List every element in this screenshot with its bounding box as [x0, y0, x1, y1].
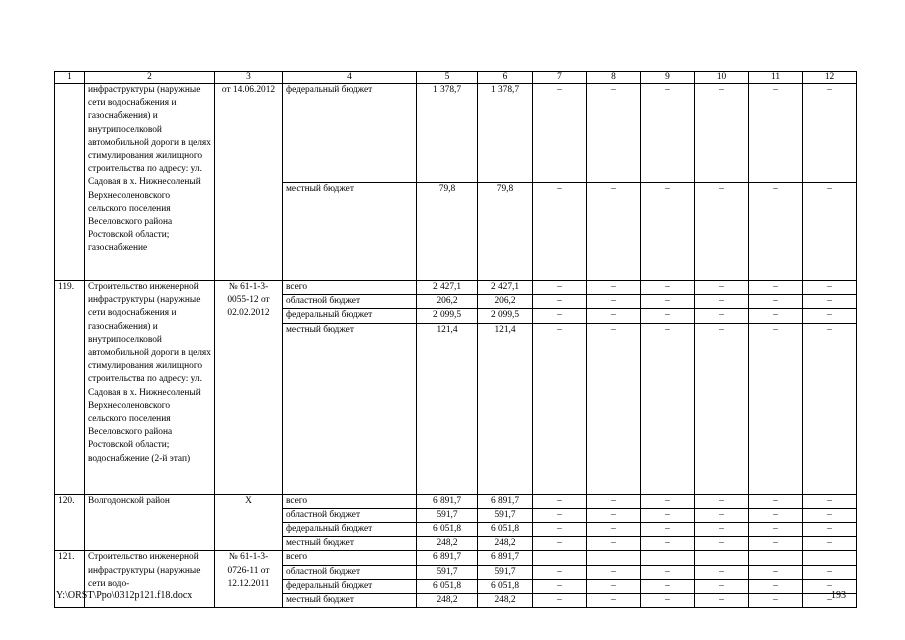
dash-cell: –	[803, 309, 857, 323]
funding-source: областной бюджет	[283, 295, 417, 309]
dash-cell: –	[641, 537, 695, 551]
dash-cell: –	[695, 281, 749, 295]
header-cell: 11	[749, 72, 803, 84]
dash-cell: –	[641, 84, 695, 183]
dash-cell: –	[749, 523, 803, 537]
empty-cell	[695, 551, 749, 565]
value-col6: 1 378,7	[478, 84, 533, 183]
row-number	[55, 84, 85, 281]
header-cell: 9	[641, 72, 695, 84]
funding-source: местный бюджет	[283, 182, 417, 281]
value-col6: 248,2	[478, 594, 533, 608]
dash-cell: –	[641, 281, 695, 295]
funding-source: всего	[283, 551, 417, 565]
dash-cell: –	[695, 84, 749, 183]
dash-cell: –	[803, 565, 857, 579]
dash-cell: –	[533, 565, 587, 579]
header-cell: 8	[587, 72, 641, 84]
funding-source: федеральный бюджет	[283, 309, 417, 323]
value-col5: 2 099,5	[417, 309, 478, 323]
dash-cell: –	[803, 537, 857, 551]
header-cell: 1	[55, 72, 85, 84]
dash-cell: –	[641, 579, 695, 593]
dash-cell: –	[587, 182, 641, 281]
dash-cell: –	[803, 84, 857, 183]
dash-cell: –	[695, 579, 749, 593]
header-cell: 3	[215, 72, 283, 84]
dash-cell: –	[803, 323, 857, 494]
row-number: 119.	[55, 281, 85, 495]
document-ref: Х	[215, 494, 283, 551]
dash-cell: –	[803, 523, 857, 537]
dash-cell: –	[695, 594, 749, 608]
dash-cell: –	[533, 281, 587, 295]
header-cell: 4	[283, 72, 417, 84]
dash-cell: –	[641, 594, 695, 608]
table-row	[55, 494, 857, 508]
dash-cell: –	[803, 508, 857, 522]
dash-cell: –	[749, 182, 803, 281]
value-col6: 591,7	[478, 565, 533, 579]
document-ref: № 61-1-3-0726-11 от 12.12.2011	[215, 551, 283, 608]
dash-cell: –	[749, 594, 803, 608]
value-col6: 6 891,7	[478, 551, 533, 565]
dash-cell: –	[533, 494, 587, 508]
dash-cell: –	[695, 523, 749, 537]
dash-cell: –	[749, 323, 803, 494]
dash-cell: –	[641, 508, 695, 522]
empty-cell	[749, 551, 803, 565]
row-number: 121.	[55, 551, 85, 608]
dash-cell: –	[641, 494, 695, 508]
value-col5: 6 051,8	[417, 579, 478, 593]
object-name: Строительство инженерной инфраструктуры (наружные сети водо-	[85, 551, 215, 608]
table-row	[55, 84, 857, 183]
dash-cell: –	[695, 323, 749, 494]
value-col5: 79,8	[417, 182, 478, 281]
funding-source: всего	[283, 281, 417, 295]
document-ref: от 14.06.2012	[215, 84, 283, 281]
funding-source: областной бюджет	[283, 508, 417, 522]
value-col6: 2 427,1	[478, 281, 533, 295]
header-cell: 10	[695, 72, 749, 84]
object-name: Строительство инженерной инфраструктуры (наружные сети водоснабжения и газоснабжения) и внутрипоселковой автомобильной дороги в целях стимулирования жилищного строительства по адресу: ул. Садовая в х. Нижнесоленый Верхнесоленовского сельского поселения Веселовского района Ростовской области; водоснабжение (2-й этап)	[85, 281, 215, 495]
dash-cell: –	[695, 309, 749, 323]
dash-cell: –	[641, 182, 695, 281]
empty-cell	[641, 551, 695, 565]
funding-source: областной бюджет	[283, 565, 417, 579]
dash-cell: –	[749, 494, 803, 508]
dash-cell: –	[695, 565, 749, 579]
dash-cell: –	[695, 537, 749, 551]
dash-cell: –	[533, 295, 587, 309]
dash-cell: –	[533, 323, 587, 494]
header-cell: 6	[478, 72, 533, 84]
dash-cell: –	[587, 523, 641, 537]
value-col5: 6 891,7	[417, 551, 478, 565]
dash-cell: –	[749, 579, 803, 593]
value-col6: 248,2	[478, 537, 533, 551]
dash-cell: –	[749, 295, 803, 309]
dash-cell: –	[749, 84, 803, 183]
dash-cell: –	[641, 565, 695, 579]
header-cell: 5	[417, 72, 478, 84]
header-cell: 7	[533, 72, 587, 84]
dash-cell: –	[803, 494, 857, 508]
document-table	[54, 71, 857, 608]
funding-source: федеральный бюджет	[283, 523, 417, 537]
dash-cell: –	[533, 309, 587, 323]
value-col6: 6 051,8	[478, 579, 533, 593]
dash-cell: –	[533, 84, 587, 183]
funding-source: местный бюджет	[283, 537, 417, 551]
document-ref: № 61-1-3-0055-12 от 02.02.2012	[215, 281, 283, 495]
value-col6: 591,7	[478, 508, 533, 522]
empty-cell	[803, 551, 857, 565]
funding-source: федеральный бюджет	[283, 84, 417, 183]
funding-source: всего	[283, 494, 417, 508]
dash-cell: –	[587, 309, 641, 323]
dash-cell: –	[587, 323, 641, 494]
funding-source: местный бюджет	[283, 323, 417, 494]
dash-cell: –	[587, 594, 641, 608]
value-col6: 6 051,8	[478, 523, 533, 537]
dash-cell: –	[695, 494, 749, 508]
dash-cell: –	[533, 579, 587, 593]
object-name: Волгодонской район	[85, 494, 215, 551]
funding-source: местный бюджет	[283, 594, 417, 608]
table-row	[55, 281, 857, 295]
value-col5: 6 891,7	[417, 494, 478, 508]
value-col5: 248,2	[417, 594, 478, 608]
dash-cell: –	[587, 537, 641, 551]
value-col5: 591,7	[417, 565, 478, 579]
dash-cell: –	[749, 508, 803, 522]
dash-cell: –	[641, 295, 695, 309]
value-col6: 79,8	[478, 182, 533, 281]
dash-cell: –	[587, 494, 641, 508]
dash-cell: –	[695, 508, 749, 522]
value-col5: 121,4	[417, 323, 478, 494]
dash-cell: –	[803, 579, 857, 593]
value-col6: 121,4	[478, 323, 533, 494]
header-cell: 12	[803, 72, 857, 84]
table-row	[55, 551, 857, 565]
dash-cell: –	[695, 295, 749, 309]
value-col5: 591,7	[417, 508, 478, 522]
dash-cell: –	[587, 84, 641, 183]
dash-cell: –	[803, 594, 857, 608]
row-number: 120.	[55, 494, 85, 551]
dash-cell: –	[533, 508, 587, 522]
dash-cell: –	[587, 508, 641, 522]
value-col5: 2 427,1	[417, 281, 478, 295]
dash-cell: –	[533, 523, 587, 537]
empty-cell	[587, 551, 641, 565]
dash-cell: –	[587, 281, 641, 295]
dash-cell: –	[749, 565, 803, 579]
funding-source: федеральный бюджет	[283, 579, 417, 593]
file-path: Y:\ORST\Ppo\0312p121.f18.docx	[56, 590, 193, 601]
header-cell: 2	[85, 72, 215, 84]
value-col5: 1 378,7	[417, 84, 478, 183]
value-col6: 206,2	[478, 295, 533, 309]
value-col5: 6 051,8	[417, 523, 478, 537]
dash-cell: –	[533, 537, 587, 551]
dash-cell: –	[533, 182, 587, 281]
dash-cell: –	[641, 523, 695, 537]
dash-cell: –	[587, 579, 641, 593]
dash-cell: –	[749, 309, 803, 323]
dash-cell: –	[749, 281, 803, 295]
dash-cell: –	[749, 537, 803, 551]
dash-cell: –	[587, 565, 641, 579]
object-name: инфраструктуры (наружные сети водоснабжения и газоснабжения) и внутрипоселковой автомобильной дороги в целях стимулирования жилищного строительства по адресу: ул. Садовая в х. Нижнесоленый Верхнесоленовского сельского поселения Веселовского района Ростовской области; газоснабжение	[85, 84, 215, 281]
dash-cell: –	[803, 182, 857, 281]
dash-cell: –	[695, 182, 749, 281]
dash-cell: –	[803, 281, 857, 295]
dash-cell: –	[533, 594, 587, 608]
value-col6: 6 891,7	[478, 494, 533, 508]
column-number-row	[55, 72, 857, 84]
dash-cell: –	[803, 295, 857, 309]
dash-cell: –	[641, 323, 695, 494]
dash-cell: –	[587, 295, 641, 309]
value-col5: 248,2	[417, 537, 478, 551]
dash-cell: –	[641, 309, 695, 323]
page-number: 193	[831, 590, 846, 601]
empty-cell	[533, 551, 587, 565]
value-col6: 2 099,5	[478, 309, 533, 323]
value-col5: 206,2	[417, 295, 478, 309]
